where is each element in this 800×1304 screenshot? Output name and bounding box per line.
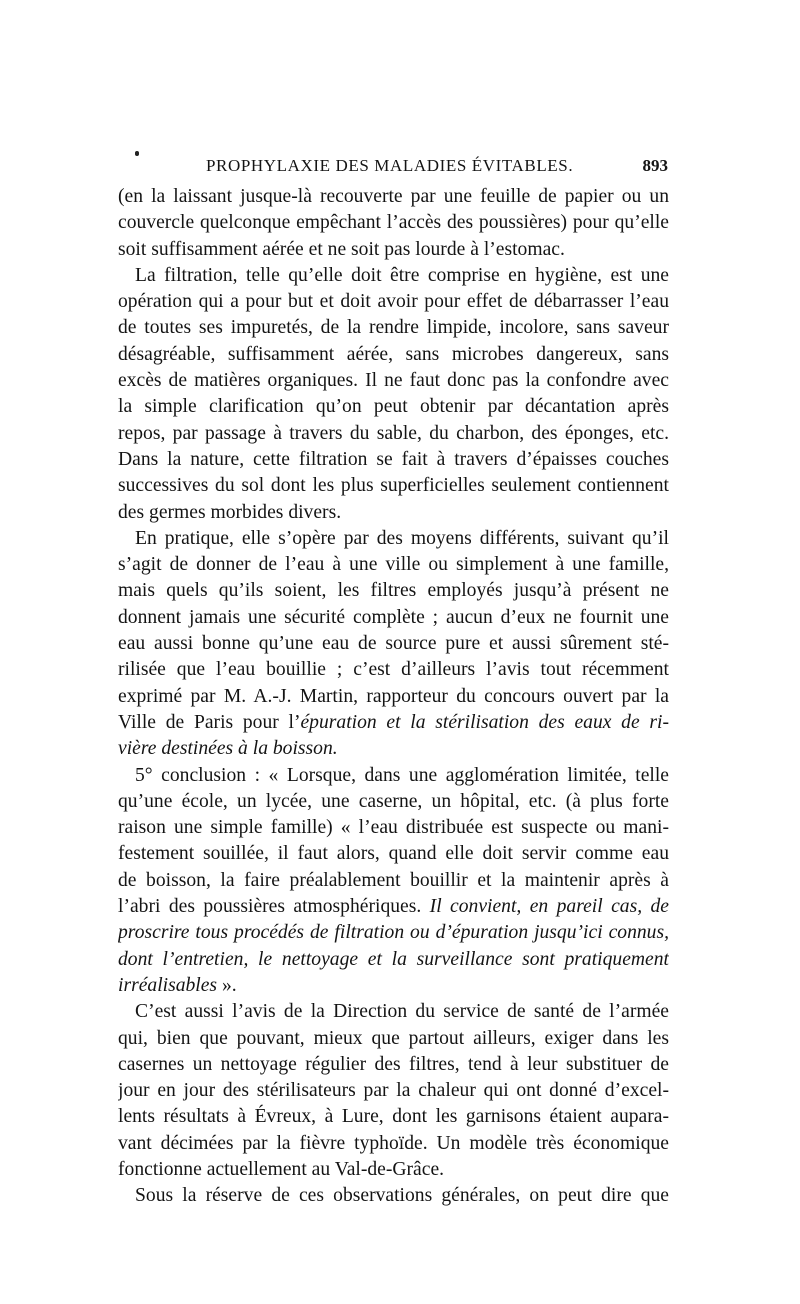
text-line: de toutes ses impuretés, de la rendre limpide, incolore, sans saveur: [118, 317, 669, 339]
text-line: [118, 736, 669, 762]
text-line: successives du sol dont les plus superficielles seulement contiennent: [118, 475, 669, 497]
text-line: donnent jamais une sécurité complète ; aucun d’eux ne fournit une: [118, 606, 669, 628]
italic-quote: dont l’entretien, le nettoyage et la surveillance sont pratiquement: [118, 948, 669, 970]
text-line: festement souillée, il faut alors, quand elle doit servir comme eau: [118, 843, 669, 865]
text-line: jour en jour des stérilisateurs par la chaleur qui ont donné d’excel-: [118, 1080, 669, 1102]
text-line: [118, 920, 669, 946]
text-run: l’abri des poussières atmosphériques.: [118, 896, 430, 918]
italic-quote: proscrire tous procédés de filtration ou d’épuration jusqu’ici connus,: [118, 922, 669, 944]
text-line: excès de matières organiques. Il ne faut donc pas la confondre avec: [118, 370, 669, 392]
text-line: [118, 947, 669, 973]
text-line: soit suffisamment aérée et ne soit pas lourde à l’estomac.: [118, 238, 565, 260]
text-line: 5° conclusion : « Lorsque, dans une agglomération limitée, telle: [135, 764, 669, 786]
text-line: exprimé par M. A.-J. Martin, rapporteur du concours ouvert par la: [118, 685, 669, 707]
text-line: mais quels qu’ils soient, les filtres employés jusqu’à présent ne: [118, 580, 669, 602]
italic-quote: irréalisables: [118, 974, 218, 996]
text-line: des germes morbides divers.: [118, 501, 342, 523]
italic-title: vière destinées à la boisson.: [118, 738, 338, 760]
text-line: qui, bien que pouvant, mieux que partout ailleurs, exiger dans les: [118, 1027, 669, 1049]
italic-quote: Il convient, en pareil cas, de: [429, 896, 669, 918]
text-line: [118, 894, 669, 920]
text-line: désagréable, suffisamment aérée, sans microbes dangereux, sans: [118, 343, 669, 365]
italic-title: épuration et la stérilisation des eaux de ri-: [300, 711, 669, 733]
text-line: La filtration, telle qu’elle doit être comprise en hygiène, est une: [135, 264, 669, 286]
text-line: eau aussi bonne qu’une eau de source pure et aussi sûrement sté-: [118, 633, 669, 655]
text-line: En pratique, elle s’opère par des moyens différents, suivant qu’il: [135, 527, 669, 549]
text-line: vant décimées par la fièvre typhoïde. Un modèle très économique: [118, 1132, 669, 1154]
text-line: Dans la nature, cette filtration se fait à travers d’épaisses couches: [118, 448, 669, 470]
text-run: ».: [217, 974, 237, 996]
text-line: (en la laissant jusque-là recouverte par une feuille de papier ou un: [118, 186, 669, 207]
text-line: C’est aussi l’avis de la Direction du service de santé de l’armée: [135, 1001, 669, 1023]
text-line: casernes un nettoyage régulier des filtres, tend à leur substituer de: [118, 1053, 669, 1075]
text-line: de boisson, la faire préalablement bouillir et la maintenir après à: [118, 869, 669, 891]
text-line: la simple clarification qu’on peut obtenir par décantation après: [118, 396, 669, 418]
text-line: opération qui a pour but et doit avoir pour effet de débarrasser l’eau: [118, 291, 669, 313]
text-line: [118, 710, 669, 736]
text-line: rilisée que l’eau bouillie ; c’est d’ailleurs l’avis tout récemment: [118, 659, 669, 681]
text-line: lents résultats à Évreux, à Lure, dont les garnisons étaient aupara-: [118, 1106, 669, 1128]
text-run: Ville de Paris pour l’: [118, 711, 301, 733]
text-line: s’agit de donner de l’eau à une ville ou simplement à une famille,: [118, 554, 669, 576]
text-line: couvercle quelconque empêchant l’accès des poussières) pour qu’elle: [118, 212, 669, 234]
text-line: repos, par passage à travers du sable, du charbon, des éponges, etc.: [118, 422, 669, 444]
running-head: PROPHYLAXIE DES MALADIES ÉVITABLES.: [206, 156, 574, 175]
text-line: raison une simple famille) « l’eau distribuée est suspecte ou mani-: [118, 817, 669, 839]
text-line: Sous la réserve de ces observations générales, on peut dire que: [135, 1185, 669, 1207]
page-number: 893: [642, 156, 668, 175]
text-line: fonctionne actuellement au Val-de-Grâce.: [118, 1158, 445, 1180]
text-line: qu’une école, un lycée, une caserne, un hôpital, etc. (à plus forte: [118, 790, 669, 812]
text-line: [118, 973, 669, 999]
body-text: [118, 184, 669, 1210]
page-header: [118, 156, 668, 182]
